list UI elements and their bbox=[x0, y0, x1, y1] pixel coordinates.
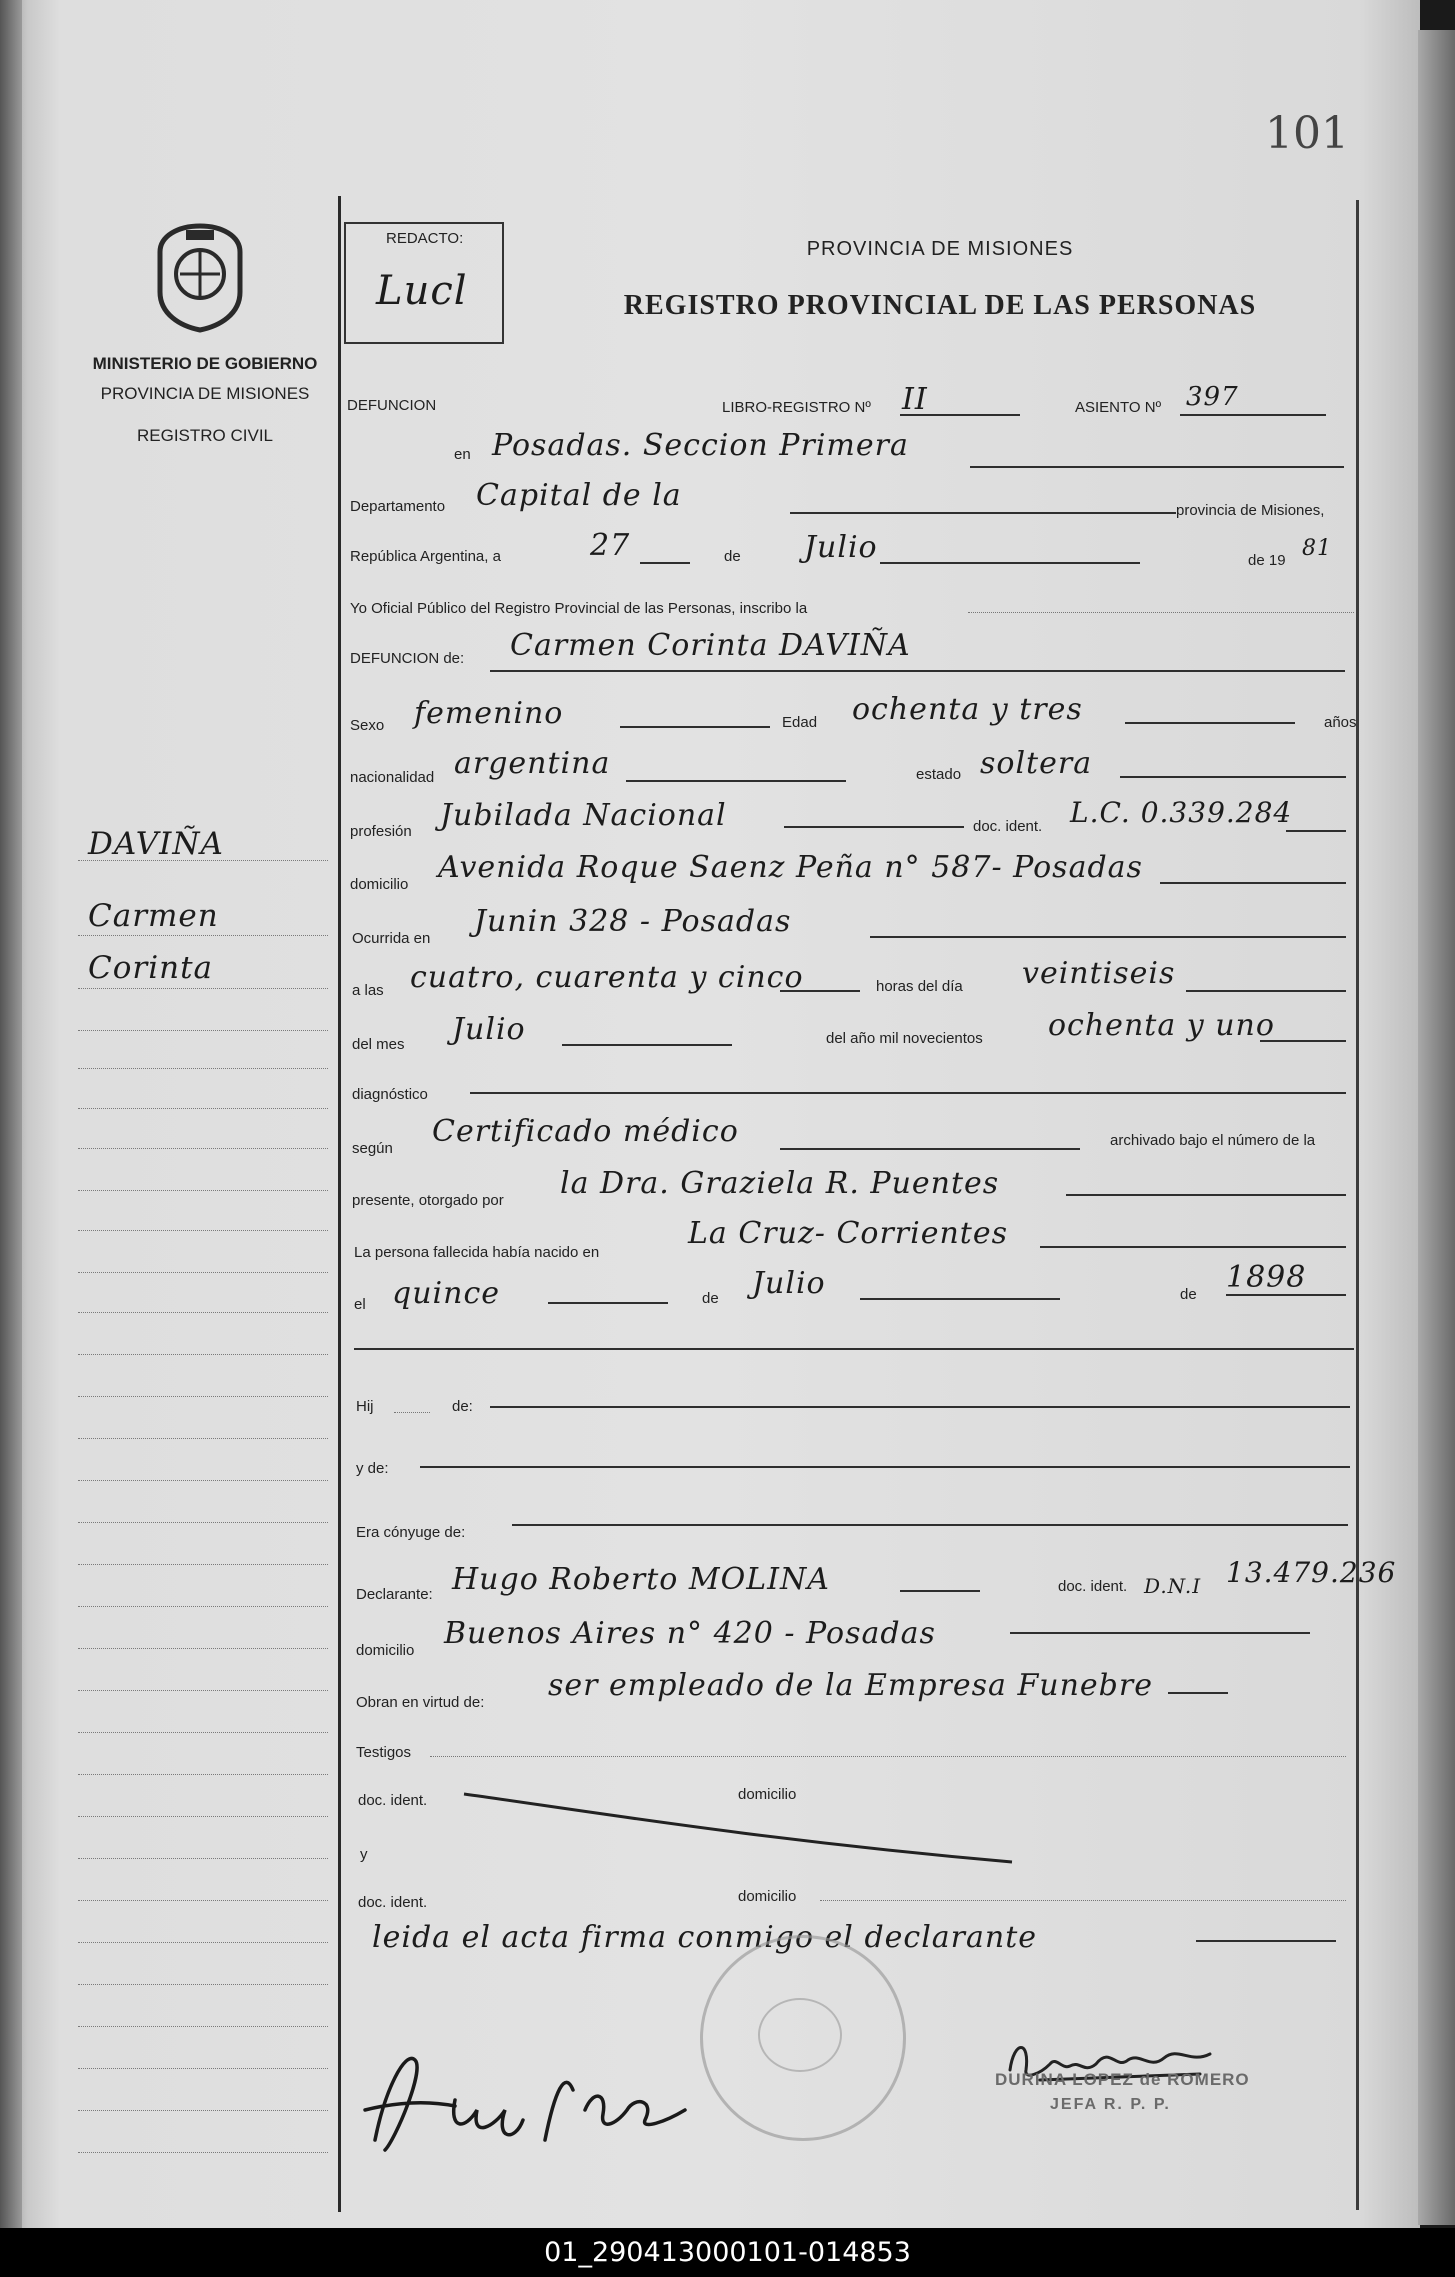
del-ano-label: del año mil novecientos bbox=[826, 1030, 983, 1047]
conyuge-label: Era cónyuge de: bbox=[356, 1524, 466, 1541]
margin-rule bbox=[78, 988, 328, 989]
margin-rule bbox=[78, 2026, 328, 2027]
testigo1-doc-label: doc. ident. bbox=[358, 1792, 428, 1809]
domicilio-label: domicilio bbox=[350, 876, 409, 893]
seal-center bbox=[758, 1998, 842, 2072]
margin-rule bbox=[78, 1942, 328, 1943]
margin-surname: DAVIÑA bbox=[88, 826, 224, 862]
margin-middle-name: Corinta bbox=[88, 950, 214, 986]
margin-rule bbox=[78, 1030, 328, 1031]
margin-rule bbox=[78, 1690, 328, 1691]
domicilio-decl-label: domicilio bbox=[356, 1642, 415, 1659]
del-mes-label: del mes bbox=[352, 1036, 405, 1053]
margin-rule bbox=[78, 1190, 328, 1191]
asiento-value: 397 bbox=[1186, 382, 1239, 412]
nacionalidad-line bbox=[626, 780, 846, 782]
margin-rule bbox=[78, 1354, 328, 1355]
domicilio-decl-value: Buenos Aires n° 420 - Posadas bbox=[444, 1616, 936, 1651]
folio-number: 101 bbox=[1265, 108, 1349, 159]
lugar-nac-line bbox=[1040, 1246, 1346, 1248]
deceased-name-line bbox=[490, 670, 1345, 672]
anos-label: años bbox=[1324, 714, 1357, 731]
official-name: DURINA LOPEZ de ROMERO bbox=[995, 2070, 1250, 2089]
ocurrida-label: Ocurrida en bbox=[352, 930, 431, 947]
obran-line bbox=[1168, 1692, 1228, 1694]
departamento-label: Departamento bbox=[350, 498, 446, 515]
domicilio-line bbox=[1160, 882, 1346, 884]
profesion-label: profesión bbox=[350, 823, 412, 840]
registry-header: REGISTRO PROVINCIAL DE LAS PERSONAS bbox=[623, 290, 1257, 321]
de-19-label: de 19 bbox=[1248, 552, 1286, 569]
dia-line bbox=[640, 562, 690, 564]
asiento-line bbox=[1180, 414, 1326, 416]
margin-rule bbox=[78, 1312, 328, 1313]
margin-rule bbox=[78, 1108, 328, 1109]
oficial-line bbox=[968, 612, 1354, 613]
mes-muerte-line bbox=[562, 1044, 732, 1046]
margin-rule bbox=[78, 1900, 328, 1901]
doc-value: L.C. 0.339.284 bbox=[1070, 796, 1293, 829]
mes-nac-line bbox=[860, 1298, 1060, 1300]
presente-label: presente, otorgado por bbox=[352, 1192, 504, 1209]
margin-rule bbox=[78, 1858, 328, 1859]
sexo-value: femenino bbox=[414, 696, 564, 731]
diagnostico-label: diagnóstico bbox=[352, 1086, 428, 1103]
margin-rule bbox=[78, 1774, 328, 1775]
profesion-value: Jubilada Nacional bbox=[440, 798, 727, 833]
closing-phrase: leida el acta firma conmigo el declarante bbox=[372, 1920, 1038, 1955]
margin-rule bbox=[78, 1984, 328, 1985]
republica-label: República Argentina, a bbox=[350, 548, 501, 565]
libro-value: II bbox=[902, 382, 928, 417]
obran-label: Obran en virtud de: bbox=[356, 1694, 485, 1711]
margin-rule bbox=[78, 1648, 328, 1649]
margin-rule bbox=[78, 1396, 328, 1397]
diagnostico-line bbox=[470, 1092, 1346, 1094]
witness-strike-line bbox=[460, 1790, 1020, 1870]
margin-rule bbox=[78, 1068, 328, 1069]
image-footer-code: 01_290413000101-014853 bbox=[0, 2228, 1455, 2277]
padre-line bbox=[490, 1406, 1350, 1408]
archivado-label: archivado bajo el número de la bbox=[1110, 1132, 1316, 1149]
margin-rule bbox=[78, 1522, 328, 1523]
y-label: y bbox=[360, 1846, 368, 1863]
oficial-label: Yo Oficial Público del Registro Provincial de las Personas, inscribo la bbox=[350, 600, 808, 617]
declarante-value: Hugo Roberto MOLINA bbox=[452, 1562, 830, 1597]
dia-texto-line bbox=[1186, 990, 1346, 992]
hijo-label: Hij bbox=[356, 1398, 374, 1415]
doc-ident-label: doc. ident. bbox=[973, 818, 1043, 835]
libro-line bbox=[900, 414, 1020, 416]
testigo2-domicilio-label: domicilio bbox=[738, 1888, 797, 1905]
form-frame-left bbox=[338, 196, 341, 2212]
defuncion-de-label: DEFUNCION de: bbox=[350, 650, 465, 667]
estado-line bbox=[1120, 776, 1346, 778]
hora-line bbox=[780, 990, 860, 992]
redacto-initials: Lucl bbox=[376, 268, 468, 314]
edad-line bbox=[1125, 722, 1295, 724]
nacionalidad-value: argentina bbox=[454, 746, 611, 781]
domicilio-value: Avenida Roque Saenz Peña n° 587- Posadas bbox=[438, 850, 1143, 885]
doc-decl-type-value: D.N.I bbox=[1144, 1574, 1202, 1598]
medico-line bbox=[1066, 1194, 1346, 1196]
dia-value: 27 bbox=[590, 528, 631, 563]
page-edge bbox=[1418, 30, 1455, 2225]
departamento-value: Capital de la bbox=[476, 478, 682, 513]
mes-nac-value: Julio bbox=[752, 1266, 826, 1301]
declarante-line bbox=[900, 1590, 980, 1592]
doc-ident-decl-label: doc. ident. bbox=[1058, 1578, 1128, 1595]
dia-texto-value: veintiseis bbox=[1022, 956, 1176, 991]
margin-rule bbox=[78, 1564, 328, 1565]
ano-texto-line bbox=[1260, 1040, 1346, 1042]
estado-value: soltera bbox=[980, 746, 1093, 781]
hora-value: cuatro, cuarenta y cinco bbox=[410, 960, 804, 995]
medico-value: la Dra. Graziela R. Puentes bbox=[560, 1166, 1000, 1201]
margin-rule bbox=[78, 935, 328, 936]
margin-rule bbox=[78, 2068, 328, 2069]
page-binding bbox=[0, 0, 22, 2228]
margin-rule bbox=[78, 860, 328, 861]
ministry-province: PROVINCIA DE MISIONES bbox=[100, 384, 310, 403]
localidad-value: Posadas. Seccion Primera bbox=[492, 428, 909, 463]
deceased-name-value: Carmen Corinta DAVIÑA bbox=[510, 628, 911, 663]
margin-rule bbox=[78, 2110, 328, 2111]
el-label: el bbox=[354, 1296, 366, 1313]
testigo1-domicilio-label: domicilio bbox=[738, 1786, 797, 1803]
margin-rule bbox=[78, 1816, 328, 1817]
de-label: de bbox=[724, 548, 741, 565]
madre-line bbox=[420, 1466, 1350, 1468]
testigo2-line bbox=[820, 1900, 1346, 1901]
edad-value: ochenta y tres bbox=[852, 692, 1083, 727]
redacto-box bbox=[344, 222, 504, 344]
conyuge-line bbox=[512, 1524, 1348, 1526]
dia-nac-line bbox=[548, 1302, 668, 1304]
form-frame-right bbox=[1356, 200, 1359, 2210]
official-title: JEFA R. P. P. bbox=[1050, 2096, 1171, 2113]
nacido-en-label: La persona fallecida había nacido en bbox=[354, 1244, 600, 1261]
estado-label: estado bbox=[916, 766, 962, 783]
testigo2-doc-label: doc. ident. bbox=[358, 1894, 428, 1911]
ocurrida-line bbox=[870, 936, 1346, 938]
record-type-label: DEFUNCION bbox=[347, 397, 437, 414]
a-las-label: a las bbox=[352, 982, 384, 999]
doc-line bbox=[1286, 830, 1346, 832]
provincial-crest-icon bbox=[150, 222, 250, 334]
margin-first-name: Carmen bbox=[88, 898, 219, 934]
margin-rule bbox=[78, 1438, 328, 1439]
testigos-label: Testigos bbox=[356, 1744, 412, 1761]
mes-line bbox=[880, 562, 1140, 564]
profesion-line bbox=[784, 826, 964, 828]
closing-line bbox=[1196, 1940, 1336, 1942]
certificado-value: Certificado médico bbox=[432, 1114, 739, 1149]
provincia-misiones-label: provincia de Misiones, bbox=[1176, 502, 1325, 519]
mes-value: Julio bbox=[804, 530, 878, 565]
horas-del-dia-label: horas del día bbox=[876, 978, 963, 995]
lugar-nac-value: La Cruz- Corrientes bbox=[688, 1216, 1009, 1251]
ocurrida-value: Junin 328 - Posadas bbox=[474, 904, 792, 939]
margin-rule bbox=[78, 1606, 328, 1607]
nacionalidad-label: nacionalidad bbox=[350, 769, 435, 786]
hijo-suffix-line bbox=[394, 1412, 430, 1413]
ano-nac-line bbox=[1226, 1294, 1346, 1296]
margin-rule bbox=[78, 1148, 328, 1149]
certificado-line bbox=[780, 1148, 1080, 1150]
margin-rule bbox=[78, 2152, 328, 2153]
de-nac-label: de bbox=[702, 1290, 719, 1307]
departamento-line bbox=[790, 512, 1176, 514]
mes-muerte-value: Julio bbox=[452, 1012, 526, 1047]
libro-label: LIBRO-REGISTRO Nº bbox=[722, 399, 871, 416]
en-label: en bbox=[454, 446, 471, 463]
sexo-label: Sexo bbox=[350, 717, 385, 734]
declarante-signature-icon bbox=[345, 2030, 725, 2160]
margin-rule bbox=[78, 1230, 328, 1231]
sexo-line bbox=[620, 726, 770, 728]
y-de-label: y de: bbox=[356, 1460, 389, 1477]
dia-nac-value: quince bbox=[392, 1276, 500, 1311]
segun-label: según bbox=[352, 1140, 393, 1157]
province-header: PROVINCIA DE MISIONES bbox=[806, 238, 1074, 260]
margin-rule bbox=[78, 1272, 328, 1273]
ano-texto-value: ochenta y uno bbox=[1048, 1008, 1275, 1043]
margin-rule bbox=[78, 1480, 328, 1481]
ano-nac-value: 1898 bbox=[1226, 1260, 1307, 1295]
ministry-title: MINISTERIO DE GOBIERNO bbox=[92, 354, 318, 373]
hijo-de-label: de: bbox=[452, 1398, 473, 1415]
official-seal bbox=[700, 1935, 906, 2141]
doc-decl-value: 13.479.236 bbox=[1226, 1556, 1397, 1589]
de-ano-nac-label: de bbox=[1180, 1286, 1197, 1303]
declarante-label: Declarante: bbox=[356, 1586, 433, 1603]
ministry-registry: REGISTRO CIVIL bbox=[136, 426, 274, 445]
redacto-label: REDACTO: bbox=[386, 230, 464, 247]
edad-label: Edad bbox=[782, 714, 818, 731]
blank-rule bbox=[354, 1348, 1354, 1350]
obran-value: ser empleado de la Empresa Funebre bbox=[548, 1668, 1153, 1703]
ano-value: 81 bbox=[1302, 536, 1332, 561]
domicilio-decl-line bbox=[1010, 1632, 1310, 1634]
testigos-line bbox=[430, 1756, 1346, 1757]
localidad-line bbox=[970, 466, 1344, 468]
margin-rule bbox=[78, 1732, 328, 1733]
asiento-label: ASIENTO Nº bbox=[1075, 399, 1162, 416]
